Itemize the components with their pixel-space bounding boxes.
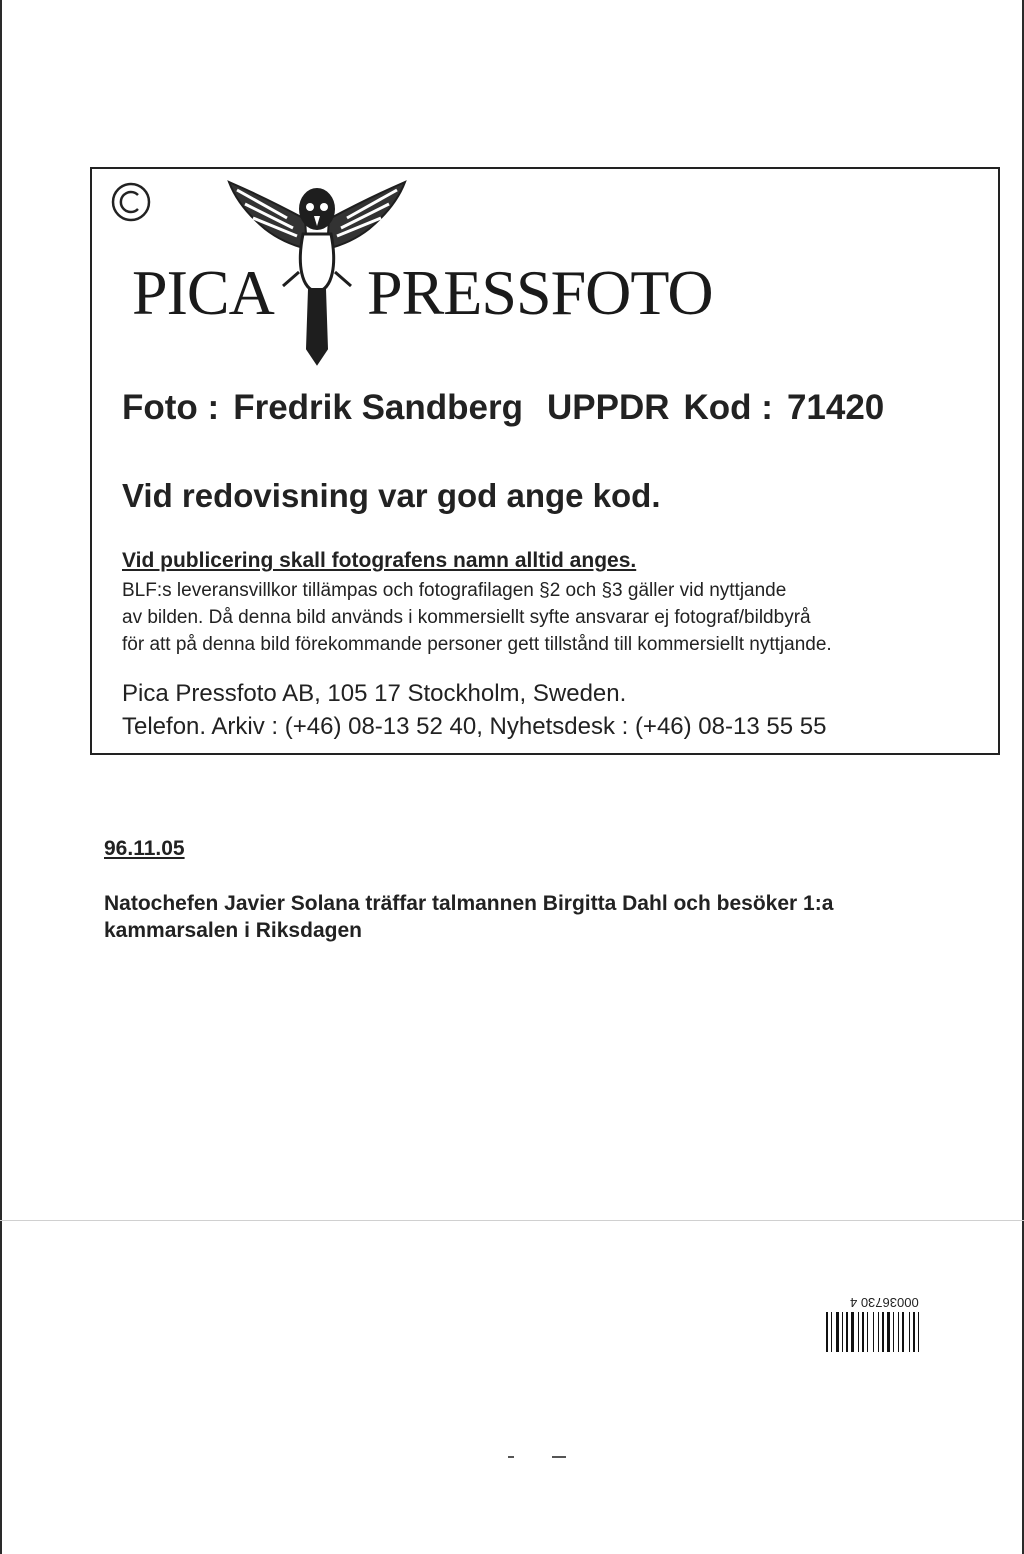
code-value: 71420 xyxy=(786,388,885,427)
page-edge-left xyxy=(0,0,2,1554)
code-instruction: Vid redovisning var god ange kod. xyxy=(122,477,661,514)
barcode-bar xyxy=(826,1312,828,1352)
photo-agency-stamp xyxy=(90,167,1000,755)
photo-label: Foto : xyxy=(122,388,220,427)
barcode-bar xyxy=(836,1312,839,1352)
photo-credit-line xyxy=(122,388,884,428)
fold-line xyxy=(0,1220,1024,1221)
photo-caption xyxy=(104,890,924,944)
publication-instruction: Vid publicering skall fotografens namn alltid anges. xyxy=(122,549,637,572)
barcode-icon xyxy=(826,1312,946,1352)
caption-line: Natochefen Javier Solana träffar talmannen Birgitta Dahl och besöker 1:a xyxy=(104,892,834,915)
phone-line: Telefon. Arkiv : (+46) 08-13 52 40, Nyhetsdesk : (+46) 08-13 55 55 xyxy=(122,713,827,740)
barcode-bar xyxy=(862,1312,864,1352)
order-label: UPPDR xyxy=(546,388,670,427)
barcode-bar xyxy=(918,1312,919,1352)
barcode-number: 00036730 4 xyxy=(850,1295,919,1310)
brand-name-right: PRESSFOTO xyxy=(367,257,713,328)
barcode-bar xyxy=(909,1312,910,1352)
barcode-bar xyxy=(831,1312,832,1352)
agency-address xyxy=(122,677,826,743)
barcode-bar xyxy=(878,1312,879,1352)
terms-line: av bilden. Då denna bild används i kommersiellt syfte ansvarar ej fotograf/bildbyrå xyxy=(122,607,811,628)
terms-line: för att på denna bild förekommande personer gett tillstånd till kommersiellt nyttjande. xyxy=(122,634,832,655)
barcode-bar xyxy=(898,1312,899,1352)
photo-date: 96.11.05 xyxy=(104,837,185,860)
barcode-bar xyxy=(867,1312,868,1352)
speck xyxy=(552,1456,566,1458)
barcode-bar xyxy=(858,1312,859,1352)
copyright-icon xyxy=(110,181,152,223)
barcode-bar xyxy=(842,1312,843,1352)
barcode-bar xyxy=(902,1312,904,1352)
barcode-bar xyxy=(851,1312,854,1352)
speck xyxy=(508,1456,514,1458)
barcode-bar xyxy=(913,1312,915,1352)
barcode-bar xyxy=(882,1312,884,1352)
barcode-bar xyxy=(887,1312,890,1352)
photographer-name: Fredrik Sandberg xyxy=(233,388,523,427)
terms-line: BLF:s leveransvillkor tillämpas och fotografilagen §2 och §3 gäller vid nyttjande xyxy=(122,580,787,601)
brand-name-left: PICA xyxy=(132,257,274,328)
terms-text xyxy=(122,577,982,658)
barcode-bar xyxy=(893,1312,894,1352)
address-line: Pica Pressfoto AB, 105 17 Stockholm, Sweden. xyxy=(122,680,627,707)
code-label: Kod : xyxy=(683,388,773,427)
caption-line: kammarsalen i Riksdagen xyxy=(104,919,362,942)
barcode-bar xyxy=(873,1312,874,1352)
barcode-bar xyxy=(846,1312,848,1352)
